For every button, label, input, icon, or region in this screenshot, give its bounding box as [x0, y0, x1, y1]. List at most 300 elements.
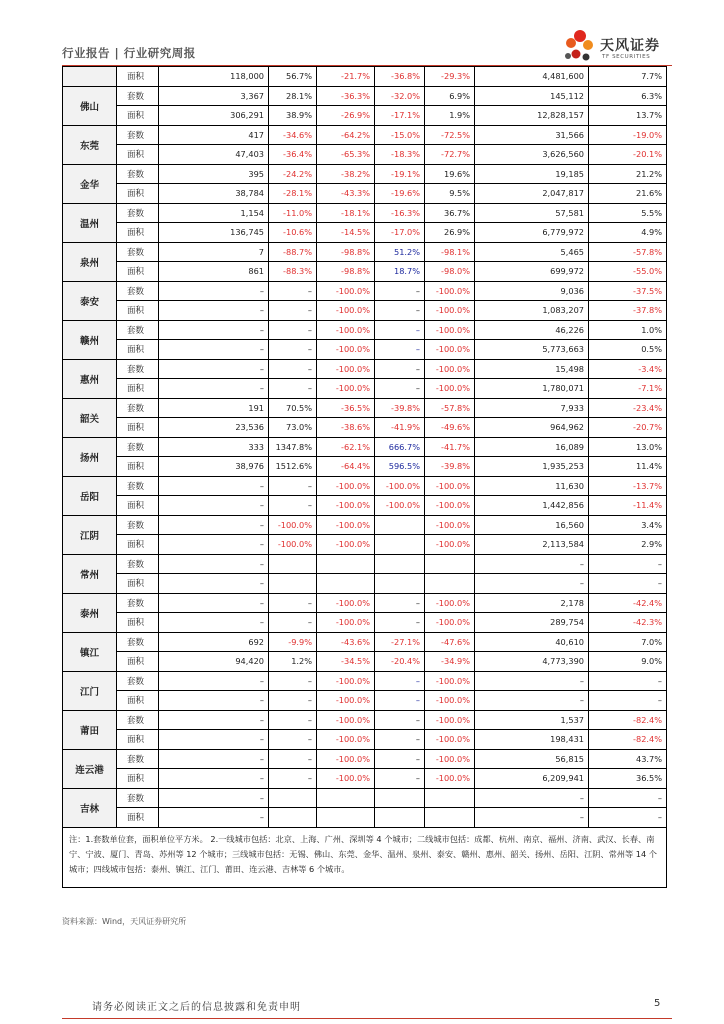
city-name-cell: 江阴 [63, 515, 117, 554]
value-cell: – [159, 496, 269, 516]
value-cell: -34.6% [269, 125, 317, 145]
value-cell: -100.0% [425, 710, 475, 730]
value-cell: – [475, 554, 589, 574]
city-name-cell: 连云港 [63, 749, 117, 788]
value-cell: – [159, 301, 269, 321]
table-row [63, 106, 667, 126]
value-cell [375, 788, 425, 808]
tf-securities-logo [558, 26, 668, 66]
value-cell: -21.7% [317, 67, 375, 87]
value-cell [375, 515, 425, 535]
value-cell: -98.8% [317, 242, 375, 262]
value-cell: -100.0% [317, 496, 375, 516]
value-cell: 15,498 [475, 359, 589, 379]
value-cell: -11.4% [589, 496, 667, 516]
value-cell: 7,933 [475, 398, 589, 418]
value-cell: 9.0% [589, 652, 667, 672]
value-cell: – [375, 710, 425, 730]
value-cell: -100.0% [317, 691, 375, 711]
value-cell: – [375, 593, 425, 613]
value-cell: 1,154 [159, 203, 269, 223]
metric-cell: 面积 [117, 145, 159, 165]
city-name-cell: 江门 [63, 671, 117, 710]
metric-cell: 套数 [117, 281, 159, 301]
value-cell: 1,537 [475, 710, 589, 730]
value-cell [317, 554, 375, 574]
value-cell [375, 554, 425, 574]
value-cell: – [375, 320, 425, 340]
table-row [63, 554, 667, 574]
value-cell: -100.0% [425, 769, 475, 789]
value-cell: – [159, 379, 269, 399]
value-cell: -27.1% [375, 632, 425, 652]
value-cell: – [159, 730, 269, 750]
value-cell: -100.0% [317, 281, 375, 301]
value-cell: – [269, 710, 317, 730]
value-cell: -34.9% [425, 652, 475, 672]
value-cell: 16,089 [475, 437, 589, 457]
value-cell: – [159, 359, 269, 379]
value-cell: 57,581 [475, 203, 589, 223]
value-cell: -100.0% [317, 593, 375, 613]
value-cell: -23.4% [589, 398, 667, 418]
value-cell: -26.9% [317, 106, 375, 126]
metric-cell: 面积 [117, 691, 159, 711]
value-cell: 1.2% [269, 652, 317, 672]
value-cell: – [375, 691, 425, 711]
value-cell: – [375, 281, 425, 301]
metric-cell: 面积 [117, 808, 159, 828]
value-cell: 26.9% [425, 223, 475, 243]
value-cell [317, 808, 375, 828]
logo-english-name: TF SECURITIES [602, 54, 651, 60]
value-cell: -28.1% [269, 184, 317, 204]
value-cell: -39.8% [375, 398, 425, 418]
value-cell: 333 [159, 437, 269, 457]
value-cell: -43.6% [317, 632, 375, 652]
table-row [63, 652, 667, 672]
table-row [63, 593, 667, 613]
metric-cell: 套数 [117, 359, 159, 379]
value-cell: -100.0% [317, 301, 375, 321]
value-cell: -15.0% [375, 125, 425, 145]
value-cell: -57.8% [589, 242, 667, 262]
value-cell: -64.4% [317, 457, 375, 477]
table-row [63, 671, 667, 691]
value-cell: – [475, 671, 589, 691]
value-cell: 51.2% [375, 242, 425, 262]
value-cell: -19.0% [589, 125, 667, 145]
value-cell: -36.3% [317, 86, 375, 106]
value-cell [375, 535, 425, 555]
value-cell: 289,754 [475, 613, 589, 633]
value-cell: – [589, 691, 667, 711]
value-cell: -20.7% [589, 418, 667, 438]
value-cell: – [269, 476, 317, 496]
city-name-cell: 赣州 [63, 320, 117, 359]
value-cell: 12,828,157 [475, 106, 589, 126]
value-cell: – [269, 691, 317, 711]
value-cell: – [269, 496, 317, 516]
value-cell: 4.9% [589, 223, 667, 243]
value-cell: – [159, 515, 269, 535]
city-name-cell: 莆田 [63, 710, 117, 749]
value-cell: -100.0% [425, 515, 475, 535]
value-cell: 6.9% [425, 86, 475, 106]
value-cell: -17.0% [375, 223, 425, 243]
value-cell: – [375, 379, 425, 399]
value-cell: 2.9% [589, 535, 667, 555]
value-cell: 13.0% [589, 437, 667, 457]
value-cell: – [375, 730, 425, 750]
value-cell: 5.5% [589, 203, 667, 223]
city-name-cell: 泰安 [63, 281, 117, 320]
metric-cell: 面积 [117, 613, 159, 633]
value-cell: – [269, 359, 317, 379]
page-number: 5 [654, 998, 661, 1009]
value-cell: -41.7% [425, 437, 475, 457]
value-cell: – [159, 613, 269, 633]
value-cell: -62.1% [317, 437, 375, 457]
city-name-cell: 镇江 [63, 632, 117, 671]
value-cell: 136,745 [159, 223, 269, 243]
metric-cell: 面积 [117, 67, 159, 87]
value-cell: -100.0% [425, 535, 475, 555]
value-cell: – [589, 671, 667, 691]
table-row [63, 632, 667, 652]
value-cell: -20.1% [589, 145, 667, 165]
value-cell: 1512.6% [269, 457, 317, 477]
value-cell: -9.9% [269, 632, 317, 652]
value-cell: -88.7% [269, 242, 317, 262]
value-cell: -100.0% [375, 476, 425, 496]
value-cell: 38,784 [159, 184, 269, 204]
value-cell: -100.0% [317, 769, 375, 789]
table-row [63, 788, 667, 808]
value-cell: 699,972 [475, 262, 589, 282]
value-cell: – [375, 613, 425, 633]
value-cell: -100.0% [317, 671, 375, 691]
value-cell: 23,536 [159, 418, 269, 438]
value-cell: 16,560 [475, 515, 589, 535]
table-row [63, 262, 667, 282]
value-cell [425, 554, 475, 574]
value-cell: 7.7% [589, 67, 667, 87]
value-cell [425, 788, 475, 808]
value-cell: -100.0% [317, 320, 375, 340]
value-cell: – [269, 671, 317, 691]
value-cell: 6,209,941 [475, 769, 589, 789]
value-cell: -100.0% [317, 535, 375, 555]
value-cell: -3.4% [589, 359, 667, 379]
value-cell: -100.0% [375, 496, 425, 516]
value-cell: -72.7% [425, 145, 475, 165]
value-cell: 13.7% [589, 106, 667, 126]
metric-cell: 套数 [117, 554, 159, 574]
value-cell: -49.6% [425, 418, 475, 438]
value-cell: -100.0% [269, 515, 317, 535]
value-cell: – [269, 281, 317, 301]
metric-cell: 面积 [117, 262, 159, 282]
value-cell: – [589, 808, 667, 828]
value-cell: -36.8% [375, 67, 425, 87]
value-cell: – [159, 710, 269, 730]
value-cell: 9.5% [425, 184, 475, 204]
value-cell: -43.3% [317, 184, 375, 204]
value-cell: -47.6% [425, 632, 475, 652]
value-cell: – [159, 788, 269, 808]
value-cell: -7.1% [589, 379, 667, 399]
value-cell: – [159, 535, 269, 555]
value-cell: 11,630 [475, 476, 589, 496]
value-cell: -37.8% [589, 301, 667, 321]
value-cell: -82.4% [589, 710, 667, 730]
value-cell: -37.5% [589, 281, 667, 301]
metric-cell: 面积 [117, 574, 159, 594]
value-cell: -55.0% [589, 262, 667, 282]
value-cell: -17.1% [375, 106, 425, 126]
metric-cell: 面积 [117, 340, 159, 360]
value-cell: 4,773,390 [475, 652, 589, 672]
value-cell: -16.3% [375, 203, 425, 223]
metric-cell: 套数 [117, 788, 159, 808]
value-cell [317, 574, 375, 594]
metric-cell: 面积 [117, 535, 159, 555]
value-cell: -39.8% [425, 457, 475, 477]
value-cell: – [375, 671, 425, 691]
value-cell: -100.0% [425, 593, 475, 613]
metric-cell: 面积 [117, 418, 159, 438]
value-cell: -100.0% [425, 691, 475, 711]
city-name-cell: 温州 [63, 203, 117, 242]
table-row [63, 359, 667, 379]
value-cell: -98.1% [425, 242, 475, 262]
table-note: 注：1.套数单位套，面积单位平方米。 2.一线城市包括：北京、上海、广州、深圳等 4 个城市；二线城市包括：成都、杭州、南京、福州、济南、武汉、长春、南宁、宁波、厦门、青岛、苏州等 12 个城市；三线城市包括：无锡、佛山、东莞、金华、温州、泉州、泰安、赣州、惠州、韶关、扬州、岳阳、江阴、常州等 14 个城市；四线城市包括：泰州、镇江、江门、莆田、连云港、吉林等 6 个城市。 [63, 827, 667, 887]
value-cell: 56.7% [269, 67, 317, 87]
value-cell: -82.4% [589, 730, 667, 750]
value-cell: -100.0% [269, 535, 317, 555]
metric-cell: 套数 [117, 593, 159, 613]
value-cell: -100.0% [425, 749, 475, 769]
value-cell: 118,000 [159, 67, 269, 87]
value-cell: – [475, 808, 589, 828]
value-cell: – [269, 379, 317, 399]
value-cell: -100.0% [317, 730, 375, 750]
metric-cell: 面积 [117, 496, 159, 516]
city-name-cell: 东莞 [63, 125, 117, 164]
value-cell: – [159, 574, 269, 594]
value-cell: 1,780,071 [475, 379, 589, 399]
value-cell: 21.2% [589, 164, 667, 184]
value-cell: 47,403 [159, 145, 269, 165]
value-cell: – [159, 554, 269, 574]
value-cell: – [375, 301, 425, 321]
value-cell: -100.0% [317, 515, 375, 535]
value-cell: – [269, 749, 317, 769]
value-cell: -100.0% [317, 749, 375, 769]
value-cell: -100.0% [425, 730, 475, 750]
value-cell: 1.0% [589, 320, 667, 340]
value-cell: 6,779,972 [475, 223, 589, 243]
value-cell: 198,431 [475, 730, 589, 750]
value-cell: -11.0% [269, 203, 317, 223]
value-cell [425, 574, 475, 594]
value-cell: 38.9% [269, 106, 317, 126]
value-cell: 1347.8% [269, 437, 317, 457]
value-cell: -100.0% [425, 476, 475, 496]
value-cell: 1,442,856 [475, 496, 589, 516]
value-cell: 7.0% [589, 632, 667, 652]
value-cell: – [269, 613, 317, 633]
city-name-cell: 岳阳 [63, 476, 117, 515]
value-cell: -65.3% [317, 145, 375, 165]
table-row [63, 203, 667, 223]
value-cell: – [159, 749, 269, 769]
value-cell: -100.0% [317, 476, 375, 496]
table-row [63, 535, 667, 555]
value-cell: -100.0% [425, 340, 475, 360]
metric-cell: 套数 [117, 671, 159, 691]
value-cell: -38.6% [317, 418, 375, 438]
value-cell: 36.5% [589, 769, 667, 789]
value-cell: – [269, 301, 317, 321]
table-row [63, 223, 667, 243]
value-cell: – [589, 788, 667, 808]
value-cell: 3.4% [589, 515, 667, 535]
footer-divider [62, 1018, 672, 1019]
value-cell: – [375, 340, 425, 360]
city-name-cell: 泰州 [63, 593, 117, 632]
table-row [63, 515, 667, 535]
table-row [63, 242, 667, 262]
value-cell: 5,465 [475, 242, 589, 262]
value-cell: -100.0% [425, 671, 475, 691]
value-cell: 0.5% [589, 340, 667, 360]
value-cell: – [269, 769, 317, 789]
value-cell: -38.2% [317, 164, 375, 184]
table-row [63, 808, 667, 828]
value-cell: 28.1% [269, 86, 317, 106]
table-row [63, 86, 667, 106]
value-cell: 2,113,584 [475, 535, 589, 555]
value-cell: -13.7% [589, 476, 667, 496]
value-cell: 964,962 [475, 418, 589, 438]
value-cell: -19.1% [375, 164, 425, 184]
metric-cell: 面积 [117, 769, 159, 789]
value-cell: 692 [159, 632, 269, 652]
value-cell: -36.4% [269, 145, 317, 165]
metric-cell: 套数 [117, 242, 159, 262]
table-row [63, 730, 667, 750]
metric-cell: 套数 [117, 86, 159, 106]
table-row [63, 67, 667, 87]
flower-logo-icon [558, 26, 598, 66]
value-cell: -32.0% [375, 86, 425, 106]
value-cell: – [475, 691, 589, 711]
value-cell: 73.0% [269, 418, 317, 438]
table-row [63, 281, 667, 301]
value-cell: 46,226 [475, 320, 589, 340]
metric-cell: 套数 [117, 476, 159, 496]
value-cell: -24.2% [269, 164, 317, 184]
value-cell: 38,976 [159, 457, 269, 477]
metric-cell: 面积 [117, 730, 159, 750]
value-cell: – [159, 808, 269, 828]
table-row [63, 574, 667, 594]
value-cell: 4,481,600 [475, 67, 589, 87]
table-row [63, 301, 667, 321]
value-cell: – [475, 788, 589, 808]
value-cell: -98.8% [317, 262, 375, 282]
metric-cell: 套数 [117, 320, 159, 340]
city-name-cell: 佛山 [63, 86, 117, 125]
table-row [63, 496, 667, 516]
value-cell: 3,367 [159, 86, 269, 106]
value-cell: -98.0% [425, 262, 475, 282]
value-cell: -100.0% [317, 379, 375, 399]
value-cell: -100.0% [317, 613, 375, 633]
value-cell: – [159, 593, 269, 613]
metric-cell: 套数 [117, 398, 159, 418]
table-row [63, 164, 667, 184]
table-row [63, 398, 667, 418]
table-row [63, 340, 667, 360]
metric-cell: 套数 [117, 515, 159, 535]
value-cell: -100.0% [425, 613, 475, 633]
value-cell: -18.3% [375, 145, 425, 165]
value-cell: – [269, 340, 317, 360]
value-cell: 94,420 [159, 652, 269, 672]
value-cell: -100.0% [425, 359, 475, 379]
value-cell: – [159, 476, 269, 496]
metric-cell: 套数 [117, 710, 159, 730]
value-cell: – [159, 320, 269, 340]
data-source: 资料来源：Wind，天风证券研究所 [62, 917, 187, 926]
metric-cell: 套数 [117, 749, 159, 769]
value-cell [425, 808, 475, 828]
city-transaction-table [62, 66, 667, 888]
value-cell: – [159, 691, 269, 711]
value-cell: -42.4% [589, 593, 667, 613]
metric-cell: 套数 [117, 125, 159, 145]
metric-cell: 套数 [117, 437, 159, 457]
metric-cell: 面积 [117, 457, 159, 477]
value-cell: – [269, 730, 317, 750]
value-cell [269, 554, 317, 574]
table-row [63, 457, 667, 477]
metric-cell: 面积 [117, 301, 159, 321]
value-cell: 11.4% [589, 457, 667, 477]
value-cell: – [269, 593, 317, 613]
value-cell: 18.7% [375, 262, 425, 282]
value-cell: 861 [159, 262, 269, 282]
metric-cell: 面积 [117, 184, 159, 204]
value-cell: – [589, 554, 667, 574]
note-row [63, 827, 667, 887]
value-cell: 36.7% [425, 203, 475, 223]
value-cell: -100.0% [425, 379, 475, 399]
value-cell: -72.5% [425, 125, 475, 145]
value-cell: – [375, 769, 425, 789]
value-cell [269, 788, 317, 808]
value-cell: 191 [159, 398, 269, 418]
value-cell: 145,112 [475, 86, 589, 106]
value-cell: – [159, 340, 269, 360]
metric-cell: 套数 [117, 164, 159, 184]
value-cell: -18.1% [317, 203, 375, 223]
metric-cell: 面积 [117, 223, 159, 243]
city-name-cell: 常州 [63, 554, 117, 593]
